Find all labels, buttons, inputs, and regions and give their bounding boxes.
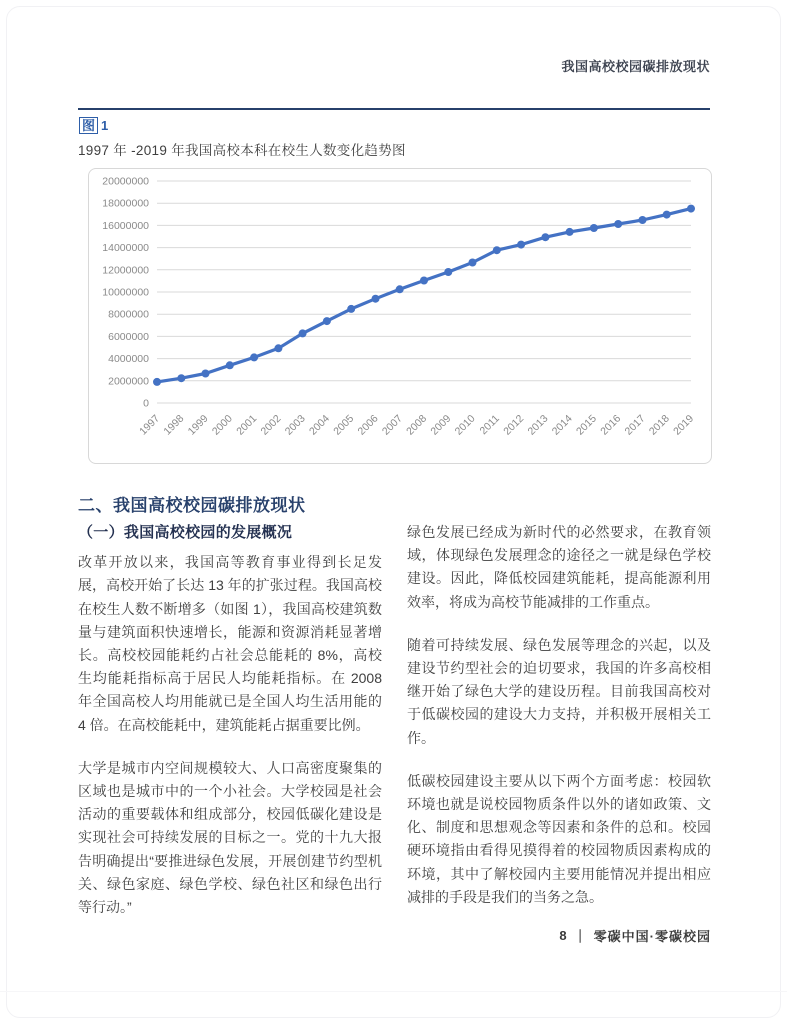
svg-text:16000000: 16000000	[102, 219, 149, 232]
header-rule	[78, 108, 710, 110]
svg-text:2003: 2003	[282, 412, 308, 438]
body-paragraph: 改革开放以来，我国高等教育事业得到长足发展，高校开始了长达 13 年的扩张过程。我国高校在校生人数不断增多（如图 1），我国高校建筑数量与建筑面积快速增长，能源和资源消耗显著增长。高校校园能耗约占社会总能耗的 8%，高校生均能耗指标高于居民人均能耗指标。在 2008 年全国高校人均用能就已是全国人均生活用能的 4 倍。在高校能耗中，建筑能耗占据重要比例。	[78, 554, 382, 733]
svg-text:2008: 2008	[404, 412, 430, 438]
body-paragraph: 大学是城市内空间规模较大、人口高密度聚集的区域也是城市中的一个小社会。大学校园是社会活动的重要载体和组成部分，校园低碳化建设是实现社会可持续发展的目标之一。党的十九大报告明确提出“要推进绿色发展，开展创建节约型机关、绿色家庭、绿色学校、绿色社区和绿色出行等行动。”	[78, 759, 382, 916]
section-heading: 二、我国高校校园碳排放现状	[78, 496, 306, 515]
running-header: 我国高校校园碳排放现状	[561, 59, 710, 74]
svg-text:12000000: 12000000	[102, 264, 149, 277]
right-column	[407, 521, 711, 939]
svg-text:2018: 2018	[646, 412, 672, 438]
svg-text:2010: 2010	[452, 412, 478, 438]
page-footer	[559, 926, 711, 945]
figure-label	[79, 117, 108, 134]
svg-text:10000000: 10000000	[102, 286, 149, 299]
left-column	[78, 521, 382, 939]
svg-text:2000: 2000	[209, 412, 235, 438]
svg-text:8000000: 8000000	[108, 308, 149, 321]
figure-label-box: 图	[79, 117, 98, 134]
svg-text:2013: 2013	[525, 412, 551, 438]
figure-caption: 1997 年 -2019 年我国高校本科在校生人数变化趋势图	[78, 143, 406, 158]
svg-text:2002: 2002	[258, 412, 284, 438]
svg-text:6000000: 6000000	[108, 330, 149, 343]
page-border-line	[0, 991, 787, 992]
svg-text:2004: 2004	[307, 412, 333, 438]
svg-text:14000000: 14000000	[102, 242, 149, 255]
svg-text:4000000: 4000000	[108, 353, 149, 366]
svg-text:2000000: 2000000	[108, 375, 149, 388]
svg-text:2016: 2016	[598, 412, 624, 438]
svg-text:1999: 1999	[185, 412, 211, 438]
footer-page-number: 8	[559, 928, 568, 943]
svg-text:18000000: 18000000	[102, 197, 149, 210]
enrollment-trend-chart	[88, 168, 712, 464]
body-paragraph: 低碳校园建设主要从以下两个方面考虑：校园软环境也就是说校园物质条件以外的诸如政策、文化、制度和思想观念等因素和条件的总和。校园硬环境指由看得见摸得着的校园物质因素构成的环境，其中了解校园内主要用能情况并提出相应减排的手段是我们的当务之急。	[407, 772, 711, 905]
footer-separator: ｜	[573, 929, 588, 944]
svg-text:2006: 2006	[355, 412, 381, 438]
svg-text:1997: 1997	[137, 412, 163, 438]
svg-text:2019: 2019	[671, 412, 697, 438]
figure-label-number: 1	[101, 118, 109, 133]
footer-book-title: 零碳中国·零碳校园	[593, 929, 711, 944]
line-chart-svg	[89, 169, 709, 461]
svg-text:0: 0	[143, 397, 149, 410]
svg-text:2001: 2001	[234, 412, 260, 438]
svg-text:20000000: 20000000	[102, 175, 149, 188]
svg-text:2017: 2017	[622, 412, 648, 438]
svg-text:1998: 1998	[161, 412, 187, 438]
svg-text:2014: 2014	[549, 412, 575, 438]
svg-text:2005: 2005	[331, 412, 357, 438]
svg-text:2009: 2009	[428, 412, 454, 438]
body-paragraph: 绿色发展已经成为新时代的必然要求，在教育领域，体现绿色发展理念的途径之一就是绿色学校建设。因此，降低校园建筑能耗，提高能源利用效率，将成为高校节能减排的工作重点。	[407, 524, 711, 610]
body-columns	[78, 521, 711, 939]
svg-text:2007: 2007	[379, 412, 405, 438]
body-paragraph: 随着可持续发展、绿色发展等理念的兴起，以及建设节约型社会的迫切要求，我国的许多高校相继开始了绿色大学的建设历程。目前我国高校对于低碳校园的建设大力支持，并积极开展相关工作。	[407, 636, 711, 746]
svg-text:2015: 2015	[574, 412, 600, 438]
subsection-heading: （一）我国高校校园的发展概况	[78, 524, 293, 541]
svg-text:2011: 2011	[477, 412, 502, 438]
svg-text:2012: 2012	[501, 412, 527, 438]
